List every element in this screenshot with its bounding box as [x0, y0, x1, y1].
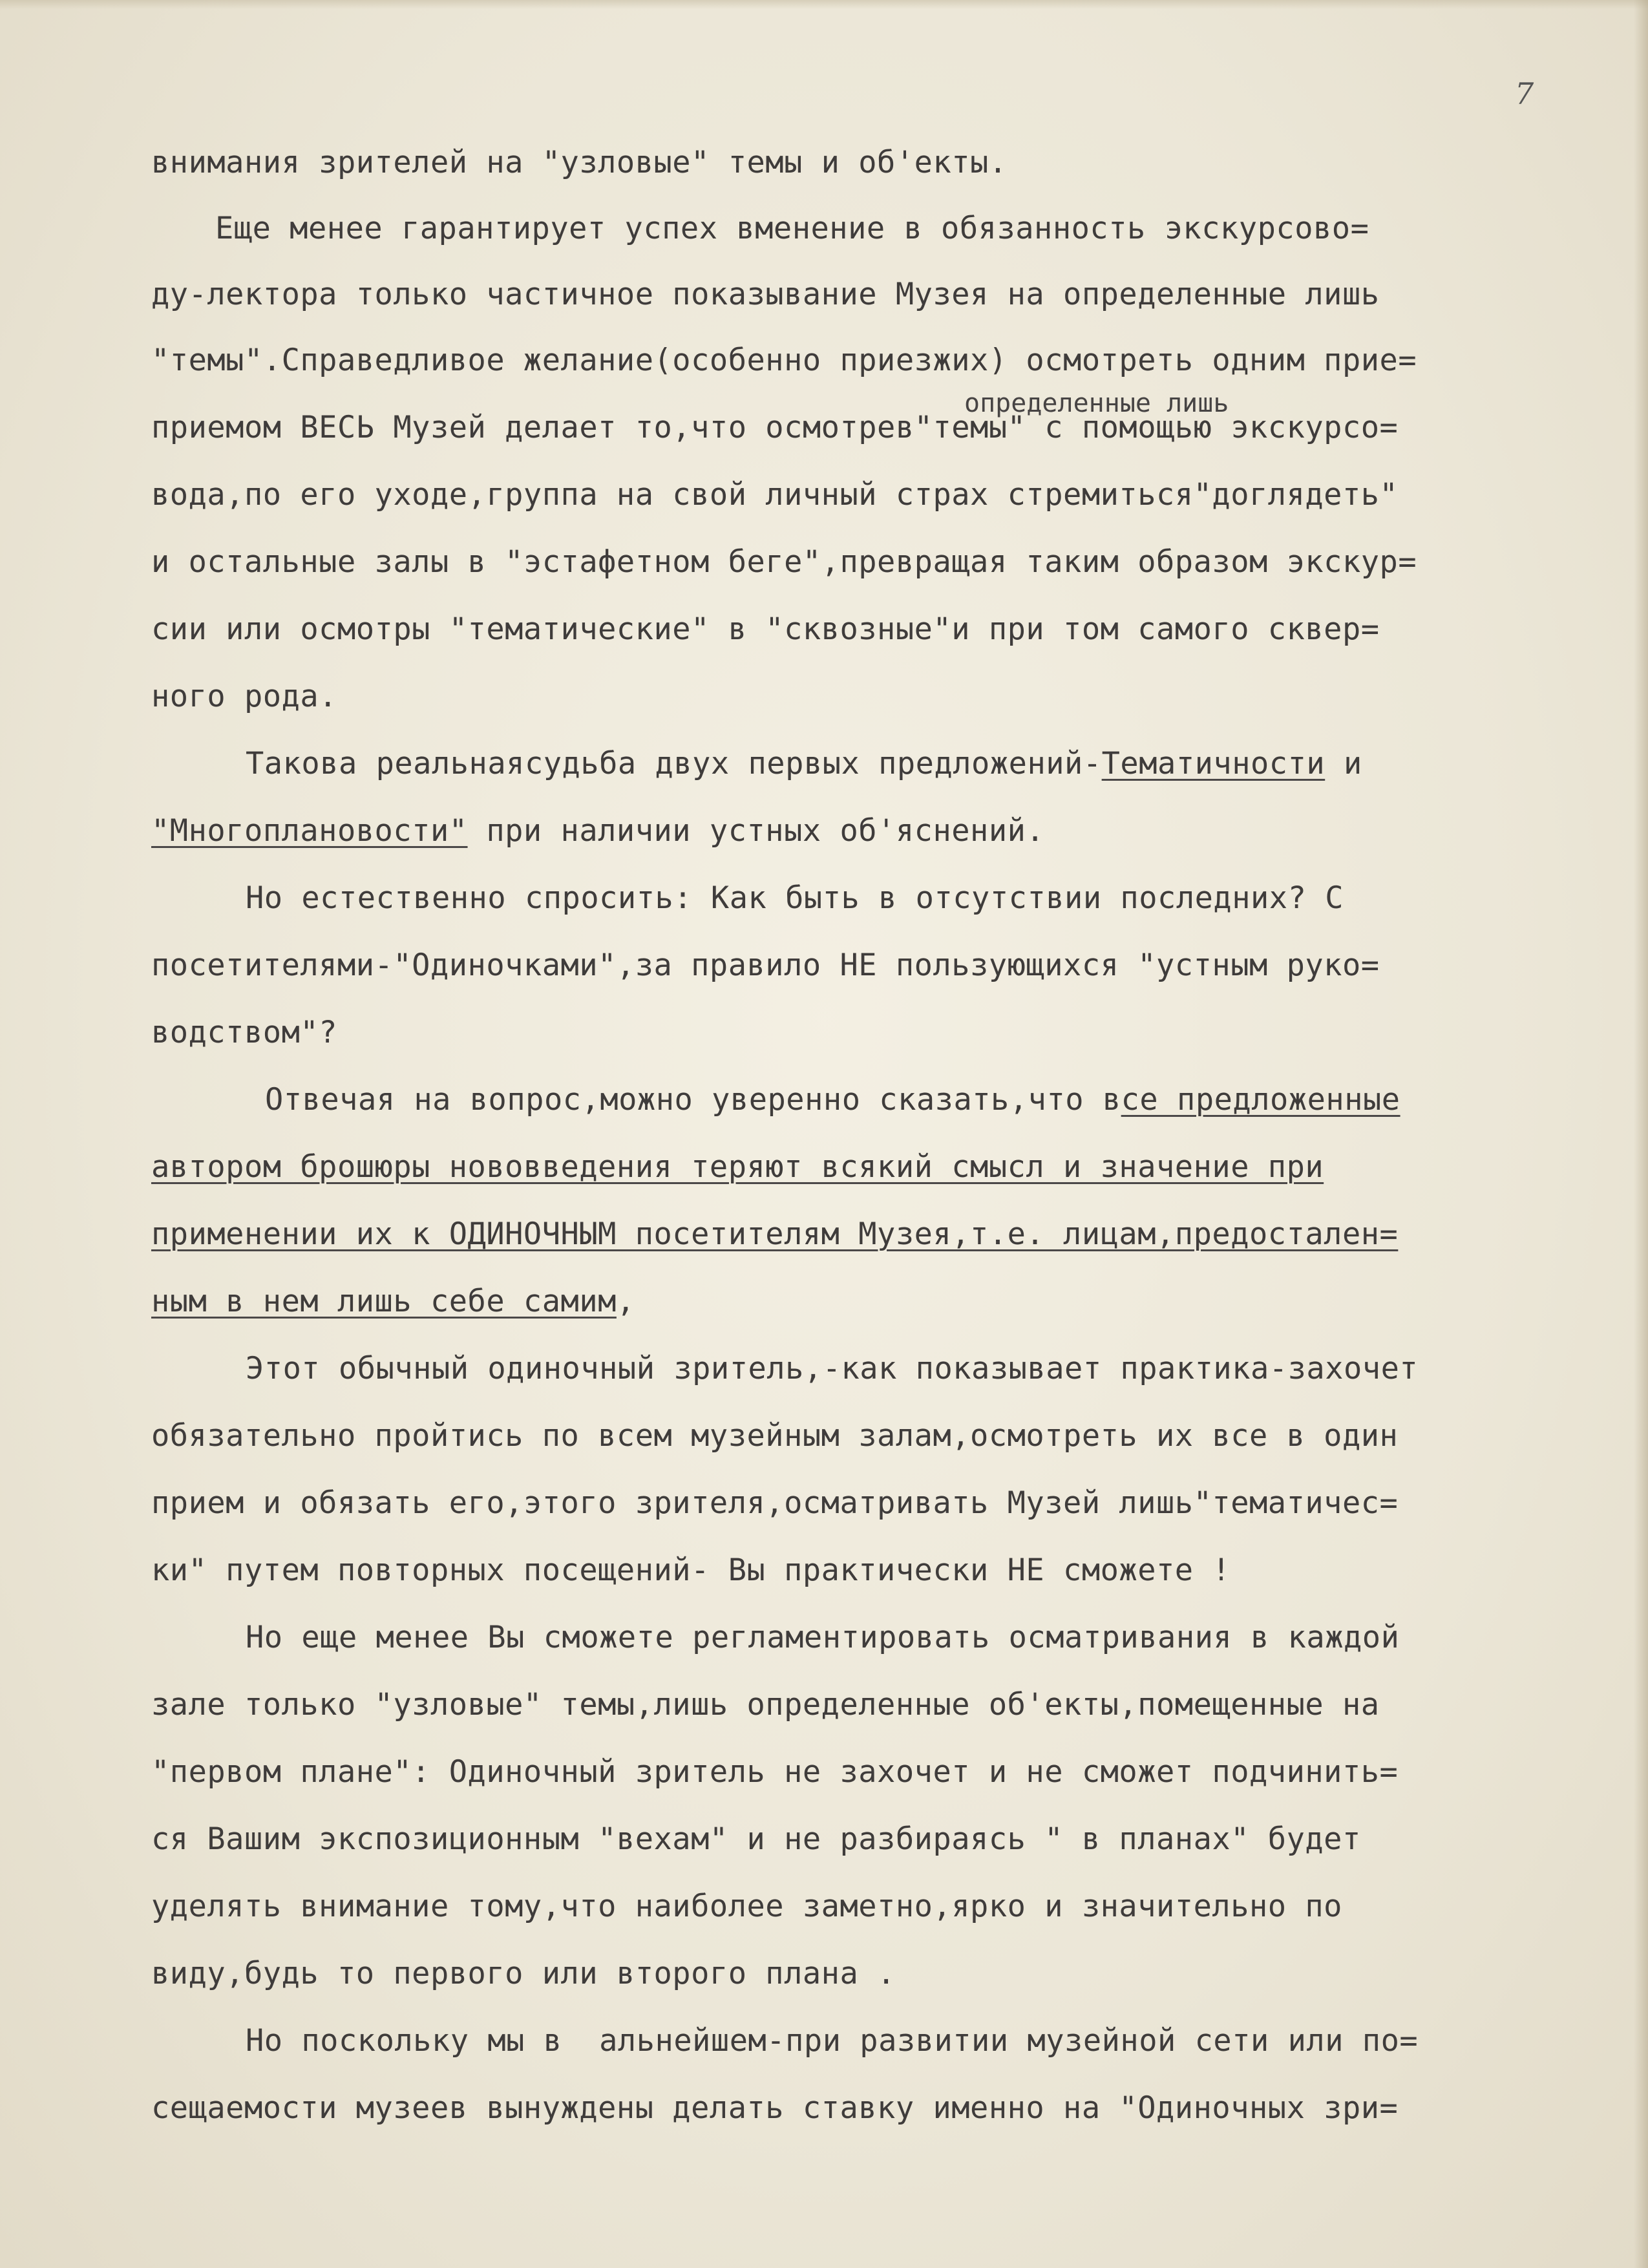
text-line: Но поскольку мы в альнейшем-при развитии музейной сети или по=	[246, 2023, 1419, 2059]
text-line: "темы".Справедливое желание(особенно приезжих) осмотреть одним прие=	[151, 343, 1417, 378]
text-line: посетителями-"Одиночками",за правило НЕ пользующихся "устным руко=	[151, 948, 1380, 983]
text-line: виду,будь то первого или второго плана .	[151, 1956, 896, 1991]
underlined-phrase: ным в нем лишь себе самим	[151, 1284, 617, 1319]
underlined-text-line: применении их к ОДИНОЧНЫМ посетителям Музея,т.е. лицам,предостален=	[151, 1216, 1399, 1252]
paper-right-edge	[1634, 0, 1648, 2268]
text-line: ся Вашим экспозиционным "вехам" и не разбираясь " в планах" будет	[151, 1821, 1361, 1857]
text-line: сещаемости музеев вынуждены делать ставку именно на "Одиночных зри=	[151, 2090, 1399, 2126]
text-line: "первом плане": Одиночный зритель не захочет и не сможет подчинить=	[151, 1754, 1399, 1790]
text-line: обязательно пройтись по всем музейным залам,осмотреть их все в один	[151, 1418, 1399, 1454]
text-line: ду-лектора только частичное показывание Музея на определенные лишь	[151, 277, 1380, 312]
underlined-text-line: автором брошюры нововведения теряют всякий смысл и значение при	[151, 1149, 1324, 1185]
interlinear-insertion: определенные лишь	[964, 388, 1229, 418]
paper-top-edge	[0, 0, 1648, 9]
text-run: Такова реальнаясудьба двух первых предложений-	[246, 746, 1102, 781]
text-line: приемом ВЕСЬ Музей делает то,что осмотрев"темы" с помощью экскурсо=	[151, 410, 1399, 445]
text-line	[265, 1082, 1400, 1118]
text-line	[246, 746, 1362, 782]
text-line: Но естественно спросить: Как быть в отсутствии последних? С	[246, 880, 1344, 916]
text-run: ,	[616, 1284, 635, 1319]
text-line: водством"?	[151, 1015, 337, 1050]
text-line: вода,по его уходе,группа на свой личный страх стремиться"доглядеть"	[151, 477, 1399, 513]
text-run: при наличии устных об'яснений.	[467, 813, 1045, 849]
underlined-term: "Многоплановости"	[151, 813, 468, 849]
underlined-term: Тематичности	[1101, 746, 1326, 781]
text-line: и остальные залы в "эстафетном беге",превращая таким образом экскур=	[151, 544, 1417, 580]
text-line: Этот обычный одиночный зритель,-как показывает практика-захочет	[246, 1351, 1419, 1386]
text-run: и	[1325, 746, 1362, 781]
text-line	[151, 813, 1044, 849]
text-line	[151, 1284, 635, 1320]
text-line: ки" путем повторных посещений- Вы практически НЕ сможете !	[151, 1553, 1231, 1588]
text-line: зале только "узловые" темы,лишь определенные об'екты,помещенные на	[151, 1687, 1380, 1722]
page-number: 7	[1515, 76, 1534, 111]
text-line: Еще менее гарантирует успех вменение в обязанность экскурсово=	[215, 211, 1369, 246]
text-line: уделять внимание тому,что наиболее заметно,ярко и значительно по	[151, 1889, 1342, 1924]
text-line: Но еще менее Вы сможете регламентировать осматривания в каждой	[246, 1620, 1400, 1655]
underlined-phrase: се предложенные	[1121, 1082, 1400, 1118]
text-line: сии или осмотры "тематические" в "сквозные"и при том самого сквер=	[151, 611, 1380, 647]
text-run: Отвечая на вопрос,можно уверенно сказать,что в	[265, 1082, 1121, 1118]
text-line: прием и обязать его,этого зрителя,осматривать Музей лишь"тематичес=	[151, 1485, 1399, 1521]
text-line: внимания зрителей на "узловые" темы и об'екты.	[151, 145, 1008, 180]
text-line: ного рода.	[151, 679, 337, 714]
